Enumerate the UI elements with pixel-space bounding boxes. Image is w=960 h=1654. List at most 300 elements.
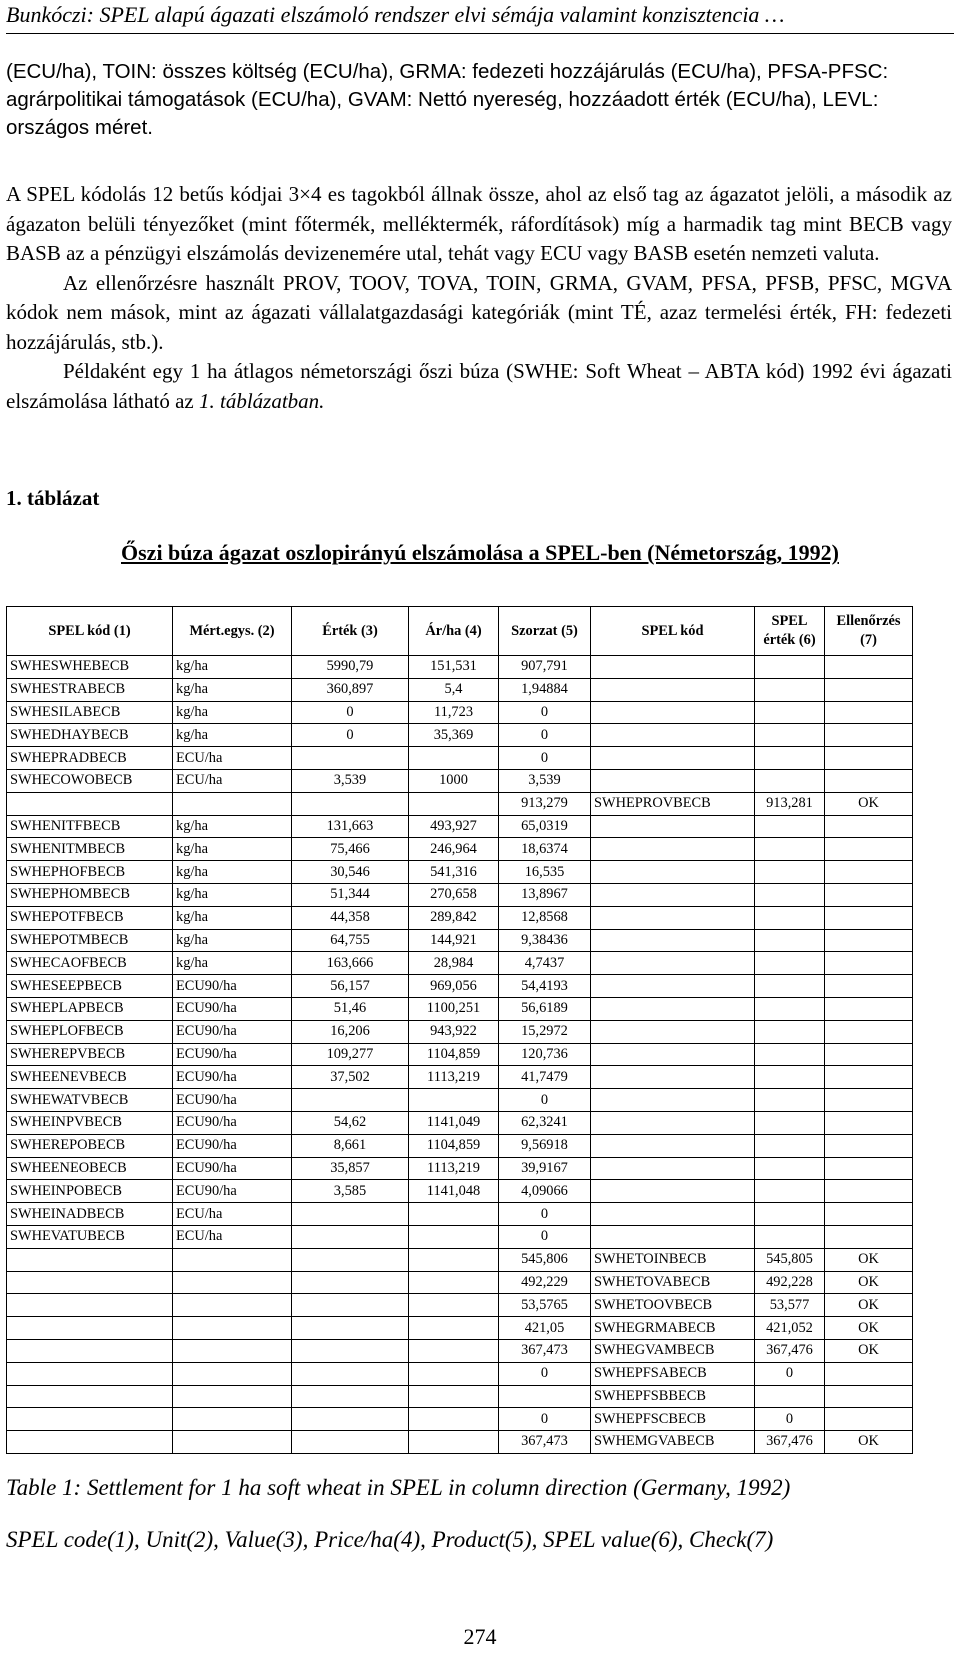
cell-check bbox=[825, 1134, 913, 1157]
header-check-line2: (7) bbox=[860, 632, 877, 648]
cell-spel-code: SWHEENEOBECB bbox=[7, 1157, 173, 1180]
cell-unit bbox=[173, 1385, 292, 1408]
cell-spel-value bbox=[755, 1203, 825, 1226]
cell-check bbox=[825, 1180, 913, 1203]
cell-check bbox=[825, 906, 913, 929]
cell-price: 943,922 bbox=[409, 1020, 499, 1043]
cell-unit: kg/ha bbox=[173, 906, 292, 929]
cell-spel-code: SWHEPHOFBECB bbox=[7, 861, 173, 884]
table-row bbox=[7, 1294, 913, 1317]
cell-spel-code-check bbox=[591, 1225, 755, 1248]
cell-spel-code-check bbox=[591, 1089, 755, 1112]
cell-spel-code: SWHEINPVBECB bbox=[7, 1111, 173, 1134]
intro-paragraph bbox=[6, 58, 952, 142]
cell-spel-code-check: SWHETOOVBECB bbox=[591, 1294, 755, 1317]
cell-value bbox=[292, 1385, 409, 1408]
cell-check bbox=[825, 1157, 913, 1180]
cell-product: 54,4193 bbox=[499, 975, 591, 998]
table-row bbox=[7, 952, 913, 975]
cell-product: 65,0319 bbox=[499, 815, 591, 838]
cell-check: OK bbox=[825, 1317, 913, 1340]
cell-spel-code: SWHEINADBECB bbox=[7, 1203, 173, 1226]
cell-spel-code: SWHEINPOBECB bbox=[7, 1180, 173, 1203]
cell-product: 18,6374 bbox=[499, 838, 591, 861]
cell-unit bbox=[173, 1339, 292, 1362]
cell-product: 16,535 bbox=[499, 861, 591, 884]
header-value: Érték (3) bbox=[292, 607, 409, 656]
cell-product: 9,56918 bbox=[499, 1134, 591, 1157]
spel-table-body bbox=[7, 607, 913, 1454]
cell-price: 5,4 bbox=[409, 678, 499, 701]
cell-price bbox=[409, 1294, 499, 1317]
cell-unit: kg/ha bbox=[173, 701, 292, 724]
table-title bbox=[0, 540, 960, 566]
cell-unit: ECU90/ha bbox=[173, 997, 292, 1020]
cell-value: 5990,79 bbox=[292, 656, 409, 679]
cell-spel-code-check bbox=[591, 1020, 755, 1043]
cell-price: 541,316 bbox=[409, 861, 499, 884]
table-row bbox=[7, 769, 913, 792]
table-row bbox=[7, 1339, 913, 1362]
cell-spel-code-check: SWHEGVAMBECB bbox=[591, 1339, 755, 1362]
cell-unit bbox=[173, 1248, 292, 1271]
cell-product: 39,9167 bbox=[499, 1157, 591, 1180]
table-row bbox=[7, 1203, 913, 1226]
table-row bbox=[7, 1317, 913, 1340]
cell-spel-code bbox=[7, 1294, 173, 1317]
cell-spel-code-check bbox=[591, 929, 755, 952]
cell-spel-code: SWHEREPVBECB bbox=[7, 1043, 173, 1066]
cell-price bbox=[409, 792, 499, 815]
cell-check bbox=[825, 975, 913, 998]
cell-check bbox=[825, 678, 913, 701]
cell-spel-code: SWHECOWOBECB bbox=[7, 769, 173, 792]
table-row bbox=[7, 997, 913, 1020]
spel-table bbox=[6, 606, 913, 1454]
english-column-legend: SPEL code(1), Unit(2), Value(3), Price/ha(4), Product(5), SPEL value(6), Check(7) bbox=[6, 1527, 774, 1552]
cell-spel-code: SWHEWATVBECB bbox=[7, 1089, 173, 1112]
cell-value: 37,502 bbox=[292, 1066, 409, 1089]
cell-unit: ECU/ha bbox=[173, 747, 292, 770]
table-row bbox=[7, 1157, 913, 1180]
table-row bbox=[7, 724, 913, 747]
table-row bbox=[7, 656, 913, 679]
cell-spel-value: 367,476 bbox=[755, 1431, 825, 1454]
cell-product: 0 bbox=[499, 1362, 591, 1385]
cell-check bbox=[825, 1066, 913, 1089]
cell-value: 51,46 bbox=[292, 997, 409, 1020]
cell-value: 75,466 bbox=[292, 838, 409, 861]
cell-value bbox=[292, 1431, 409, 1454]
table-reference: 1. táblázatban. bbox=[199, 388, 325, 413]
table-row bbox=[7, 1066, 913, 1089]
cell-spel-code-check bbox=[591, 1203, 755, 1226]
cell-spel-code: SWHESILABECB bbox=[7, 701, 173, 724]
cell-product: 4,7437 bbox=[499, 952, 591, 975]
cell-price bbox=[409, 1089, 499, 1112]
cell-product: 0 bbox=[499, 1225, 591, 1248]
cell-spel-code: SWHEPRADBECB bbox=[7, 747, 173, 770]
cell-check bbox=[825, 1203, 913, 1226]
cell-check: OK bbox=[825, 1271, 913, 1294]
cell-value bbox=[292, 1203, 409, 1226]
cell-value: 44,358 bbox=[292, 906, 409, 929]
cell-spel-code-check bbox=[591, 724, 755, 747]
table-row bbox=[7, 1134, 913, 1157]
cell-spel-value bbox=[755, 724, 825, 747]
cell-spel-value: 367,476 bbox=[755, 1339, 825, 1362]
cell-unit bbox=[173, 1271, 292, 1294]
header-spel-value-line2: érték (6) bbox=[763, 632, 816, 648]
table-row bbox=[7, 1020, 913, 1043]
cell-price: 28,984 bbox=[409, 952, 499, 975]
cell-check bbox=[825, 1111, 913, 1134]
cell-spel-code: SWHESTRABECB bbox=[7, 678, 173, 701]
cell-unit: ECU90/ha bbox=[173, 1020, 292, 1043]
cell-product: 3,539 bbox=[499, 769, 591, 792]
cell-value bbox=[292, 1089, 409, 1112]
cell-price: 35,369 bbox=[409, 724, 499, 747]
cell-value: 3,539 bbox=[292, 769, 409, 792]
cell-price: 1104,859 bbox=[409, 1134, 499, 1157]
table-row bbox=[7, 929, 913, 952]
cell-spel-value bbox=[755, 1385, 825, 1408]
cell-check bbox=[825, 952, 913, 975]
cell-check bbox=[825, 815, 913, 838]
cell-unit bbox=[173, 1431, 292, 1454]
cell-unit: ECU90/ha bbox=[173, 1134, 292, 1157]
intro-text: (ECU/ha), TOIN: összes költség (ECU/ha), GRMA: fedezeti hozzájárulás (ECU/ha), PFSA-PFSC: agrárpolitikai támogatások (ECU/ha), GVAM: Nettó nyereség, hozzáadott érték (ECU/ha), LEVL: országos méret. bbox=[6, 60, 889, 139]
cell-price bbox=[409, 1339, 499, 1362]
cell-spel-value: 0 bbox=[755, 1408, 825, 1431]
cell-product: 367,473 bbox=[499, 1431, 591, 1454]
cell-unit: kg/ha bbox=[173, 861, 292, 884]
cell-spel-code-check bbox=[591, 815, 755, 838]
cell-spel-value bbox=[755, 1134, 825, 1157]
cell-spel-value: 53,577 bbox=[755, 1294, 825, 1317]
cell-product: 0 bbox=[499, 724, 591, 747]
cell-spel-code: SWHEPLOFBECB bbox=[7, 1020, 173, 1043]
cell-value: 8,661 bbox=[292, 1134, 409, 1157]
cell-price bbox=[409, 1362, 499, 1385]
cell-unit bbox=[173, 1294, 292, 1317]
cell-unit: kg/ha bbox=[173, 952, 292, 975]
cell-price: 289,842 bbox=[409, 906, 499, 929]
cell-spel-value bbox=[755, 747, 825, 770]
table-row bbox=[7, 1248, 913, 1271]
cell-unit: kg/ha bbox=[173, 815, 292, 838]
cell-value: 0 bbox=[292, 724, 409, 747]
table-row bbox=[7, 1362, 913, 1385]
cell-price bbox=[409, 1408, 499, 1431]
cell-spel-code bbox=[7, 1248, 173, 1271]
cell-spel-value bbox=[755, 1225, 825, 1248]
cell-value bbox=[292, 1408, 409, 1431]
cell-spel-value bbox=[755, 838, 825, 861]
cell-spel-code-check bbox=[591, 861, 755, 884]
cell-price: 1113,219 bbox=[409, 1157, 499, 1180]
cell-check bbox=[825, 861, 913, 884]
table-row bbox=[7, 1271, 913, 1294]
cell-spel-code-check bbox=[591, 883, 755, 906]
cell-spel-code-check: SWHEPROVBECB bbox=[591, 792, 755, 815]
cell-unit bbox=[173, 1317, 292, 1340]
table-row bbox=[7, 1043, 913, 1066]
cell-value bbox=[292, 1271, 409, 1294]
cell-spel-value bbox=[755, 701, 825, 724]
table-row bbox=[7, 906, 913, 929]
cell-spel-code bbox=[7, 1431, 173, 1454]
cell-spel-code-check bbox=[591, 1157, 755, 1180]
cell-product: 913,279 bbox=[499, 792, 591, 815]
cell-spel-value bbox=[755, 952, 825, 975]
cell-unit: ECU90/ha bbox=[173, 1066, 292, 1089]
cell-unit: ECU90/ha bbox=[173, 1157, 292, 1180]
cell-spel-code: SWHEREPOBECB bbox=[7, 1134, 173, 1157]
cell-spel-value: 545,805 bbox=[755, 1248, 825, 1271]
cell-spel-code bbox=[7, 1317, 173, 1340]
cell-product: 120,736 bbox=[499, 1043, 591, 1066]
cell-spel-code: SWHEPLAPBECB bbox=[7, 997, 173, 1020]
cell-unit: kg/ha bbox=[173, 883, 292, 906]
cell-check bbox=[825, 1362, 913, 1385]
cell-spel-value bbox=[755, 929, 825, 952]
cell-value: 30,546 bbox=[292, 861, 409, 884]
cell-spel-code: SWHENITFBECB bbox=[7, 815, 173, 838]
cell-unit: ECU90/ha bbox=[173, 1043, 292, 1066]
cell-price: 1100,251 bbox=[409, 997, 499, 1020]
cell-check: OK bbox=[825, 792, 913, 815]
table-row bbox=[7, 1385, 913, 1408]
cell-spel-code-check bbox=[591, 747, 755, 770]
cell-check bbox=[825, 701, 913, 724]
table-row bbox=[7, 861, 913, 884]
cell-unit: ECU90/ha bbox=[173, 1111, 292, 1134]
cell-price: 151,531 bbox=[409, 656, 499, 679]
header-check bbox=[825, 607, 913, 656]
cell-spel-code-check bbox=[591, 701, 755, 724]
cell-value bbox=[292, 1317, 409, 1340]
cell-price: 1104,859 bbox=[409, 1043, 499, 1066]
cell-price: 1141,048 bbox=[409, 1180, 499, 1203]
cell-product: 56,6189 bbox=[499, 997, 591, 1020]
cell-check: OK bbox=[825, 1431, 913, 1454]
cell-spel-code-check: SWHEPFSABECB bbox=[591, 1362, 755, 1385]
cell-price: 11,723 bbox=[409, 701, 499, 724]
table-row bbox=[7, 815, 913, 838]
cell-check bbox=[825, 769, 913, 792]
cell-product: 0 bbox=[499, 701, 591, 724]
table-title-text: Őszi búza ágazat oszlopirányú elszámolása a SPEL-ben (Németország, 1992) bbox=[121, 540, 839, 565]
cell-value: 360,897 bbox=[292, 678, 409, 701]
body-paragraph-1: A SPEL kódolás 12 betűs kódjai 3×4 es tagokból állnak össze, ahol az első tag az ágazatot jelöli, a második az ágazaton belüli tényezőket (mint főtermék, melléktermék, ráfordítások) míg a harmadik tag mint BECB vagy BASB az a pénzügyi elszámolás devizenemére utal, tehát vagy ECU vagy BASB esetén nemzeti valuta. bbox=[6, 182, 952, 265]
cell-product: 9,38436 bbox=[499, 929, 591, 952]
cell-spel-code-check bbox=[591, 1180, 755, 1203]
cell-product: 0 bbox=[499, 1203, 591, 1226]
cell-spel-code-check bbox=[591, 1043, 755, 1066]
cell-spel-code: SWHEPOTMBECB bbox=[7, 929, 173, 952]
table-row bbox=[7, 883, 913, 906]
table-row bbox=[7, 701, 913, 724]
table-row bbox=[7, 678, 913, 701]
cell-check bbox=[825, 1225, 913, 1248]
cell-unit: ECU/ha bbox=[173, 1203, 292, 1226]
paragraph-3-text: Példaként egy 1 ha átlagos németországi őszi búza (SWHE: Soft Wheat – ABTA kód) 1992 évi ágazati elszámolása látható az bbox=[6, 359, 952, 413]
cell-spel-code-check bbox=[591, 1134, 755, 1157]
cell-check bbox=[825, 1089, 913, 1112]
cell-check bbox=[825, 1385, 913, 1408]
cell-spel-value bbox=[755, 906, 825, 929]
cell-product: 545,806 bbox=[499, 1248, 591, 1271]
cell-value: 51,344 bbox=[292, 883, 409, 906]
cell-value: 131,663 bbox=[292, 815, 409, 838]
body-paragraph-3 bbox=[6, 357, 952, 416]
cell-spel-code bbox=[7, 1339, 173, 1362]
cell-check: OK bbox=[825, 1248, 913, 1271]
table-row bbox=[7, 1408, 913, 1431]
cell-product: 15,2972 bbox=[499, 1020, 591, 1043]
table-header-row bbox=[7, 607, 913, 656]
cell-spel-value bbox=[755, 769, 825, 792]
table-row bbox=[7, 1180, 913, 1203]
cell-check bbox=[825, 883, 913, 906]
cell-check bbox=[825, 1408, 913, 1431]
cell-price bbox=[409, 1271, 499, 1294]
cell-unit bbox=[173, 1408, 292, 1431]
cell-product: 907,791 bbox=[499, 656, 591, 679]
cell-spel-value bbox=[755, 997, 825, 1020]
table-row bbox=[7, 1111, 913, 1134]
cell-value: 0 bbox=[292, 701, 409, 724]
cell-product: 0 bbox=[499, 1089, 591, 1112]
cell-product: 0 bbox=[499, 1408, 591, 1431]
running-header: Bunkóczi: SPEL alapú ágazati elszámoló rendszer elvi sémája valamint konzisztencia … bbox=[6, 2, 785, 27]
cell-spel-code: SWHEVATUBECB bbox=[7, 1225, 173, 1248]
header-check-line1: Ellenőrzés bbox=[836, 613, 901, 629]
cell-product bbox=[499, 1385, 591, 1408]
cell-price bbox=[409, 1385, 499, 1408]
cell-unit: kg/ha bbox=[173, 656, 292, 679]
cell-spel-value bbox=[755, 815, 825, 838]
cell-spel-value bbox=[755, 1089, 825, 1112]
cell-unit: kg/ha bbox=[173, 929, 292, 952]
cell-product: 12,8568 bbox=[499, 906, 591, 929]
cell-unit: ECU90/ha bbox=[173, 1180, 292, 1203]
cell-spel-value bbox=[755, 1157, 825, 1180]
cell-spel-code: SWHESEEPBECB bbox=[7, 975, 173, 998]
body-paragraph-2: Az ellenőrzésre használt PROV, TOOV, TOVA, TOIN, GRMA, GVAM, PFSA, PFSB, PFSC, MGVA kódok nem mások, mint az ágazati vállalatgazdasági kategóriák (mint TÉ, azaz termelési érték, FH: fedezeti hozzájárulás, stb.). bbox=[6, 270, 952, 354]
cell-spel-code-check bbox=[591, 656, 755, 679]
cell-value bbox=[292, 1362, 409, 1385]
cell-unit bbox=[173, 792, 292, 815]
cell-price bbox=[409, 1431, 499, 1454]
cell-spel-code-check bbox=[591, 678, 755, 701]
cell-spel-value bbox=[755, 1066, 825, 1089]
cell-product: 492,229 bbox=[499, 1271, 591, 1294]
cell-spel-code-check: SWHEPFSCBECB bbox=[591, 1408, 755, 1431]
cell-spel-value bbox=[755, 975, 825, 998]
cell-value: 3,585 bbox=[292, 1180, 409, 1203]
cell-product: 53,5765 bbox=[499, 1294, 591, 1317]
table-row bbox=[7, 838, 913, 861]
cell-spel-code-check: SWHETOVABECB bbox=[591, 1271, 755, 1294]
cell-spel-code: SWHEENEVBECB bbox=[7, 1066, 173, 1089]
cell-price bbox=[409, 1248, 499, 1271]
cell-check bbox=[825, 1020, 913, 1043]
cell-check: OK bbox=[825, 1294, 913, 1317]
cell-spel-code bbox=[7, 1271, 173, 1294]
cell-spel-value bbox=[755, 861, 825, 884]
header-spel-code: SPEL kód (1) bbox=[7, 607, 173, 656]
cell-value: 64,755 bbox=[292, 929, 409, 952]
body-text bbox=[6, 180, 952, 416]
english-caption: Table 1: Settlement for 1 ha soft wheat in SPEL in column direction (Germany, 1992) bbox=[6, 1475, 791, 1500]
cell-spel-code-check bbox=[591, 1066, 755, 1089]
cell-price: 493,927 bbox=[409, 815, 499, 838]
cell-spel-value bbox=[755, 883, 825, 906]
header-product: Szorzat (5) bbox=[499, 607, 591, 656]
cell-spel-code-check bbox=[591, 975, 755, 998]
cell-price: 144,921 bbox=[409, 929, 499, 952]
cell-unit: ECU/ha bbox=[173, 769, 292, 792]
cell-spel-code bbox=[7, 792, 173, 815]
cell-spel-code-check: SWHEPFSBBECB bbox=[591, 1385, 755, 1408]
cell-value bbox=[292, 1225, 409, 1248]
cell-spel-value bbox=[755, 656, 825, 679]
cell-price: 1113,219 bbox=[409, 1066, 499, 1089]
cell-product: 367,473 bbox=[499, 1339, 591, 1362]
cell-spel-code-check bbox=[591, 838, 755, 861]
cell-spel-code-check bbox=[591, 769, 755, 792]
cell-check bbox=[825, 1043, 913, 1066]
cell-spel-code: SWHESWHEBECB bbox=[7, 656, 173, 679]
cell-spel-value: 913,281 bbox=[755, 792, 825, 815]
cell-price: 270,658 bbox=[409, 883, 499, 906]
table-row bbox=[7, 1431, 913, 1454]
cell-value: 54,62 bbox=[292, 1111, 409, 1134]
cell-spel-value: 492,228 bbox=[755, 1271, 825, 1294]
cell-price: 969,056 bbox=[409, 975, 499, 998]
cell-unit bbox=[173, 1362, 292, 1385]
cell-value: 56,157 bbox=[292, 975, 409, 998]
cell-check bbox=[825, 724, 913, 747]
cell-spel-code-check bbox=[591, 906, 755, 929]
cell-spel-code: SWHECAOFBECB bbox=[7, 952, 173, 975]
cell-price: 1141,049 bbox=[409, 1111, 499, 1134]
cell-value bbox=[292, 1339, 409, 1362]
cell-spel-code-check: SWHEMGVABECB bbox=[591, 1431, 755, 1454]
cell-unit: kg/ha bbox=[173, 838, 292, 861]
cell-product: 62,3241 bbox=[499, 1111, 591, 1134]
cell-price bbox=[409, 747, 499, 770]
cell-unit: kg/ha bbox=[173, 678, 292, 701]
header-spel-value bbox=[755, 607, 825, 656]
cell-spel-code: SWHEDHAYBECB bbox=[7, 724, 173, 747]
table-row bbox=[7, 792, 913, 815]
cell-value bbox=[292, 1248, 409, 1271]
cell-check bbox=[825, 929, 913, 952]
table-row bbox=[7, 747, 913, 770]
cell-product: 421,05 bbox=[499, 1317, 591, 1340]
cell-spel-value bbox=[755, 1043, 825, 1066]
cell-unit: ECU/ha bbox=[173, 1225, 292, 1248]
cell-unit: kg/ha bbox=[173, 724, 292, 747]
cell-spel-code-check: SWHEGRMABECB bbox=[591, 1317, 755, 1340]
cell-check bbox=[825, 656, 913, 679]
cell-price: 1000 bbox=[409, 769, 499, 792]
header-divider bbox=[6, 33, 954, 34]
cell-spel-code-check bbox=[591, 952, 755, 975]
